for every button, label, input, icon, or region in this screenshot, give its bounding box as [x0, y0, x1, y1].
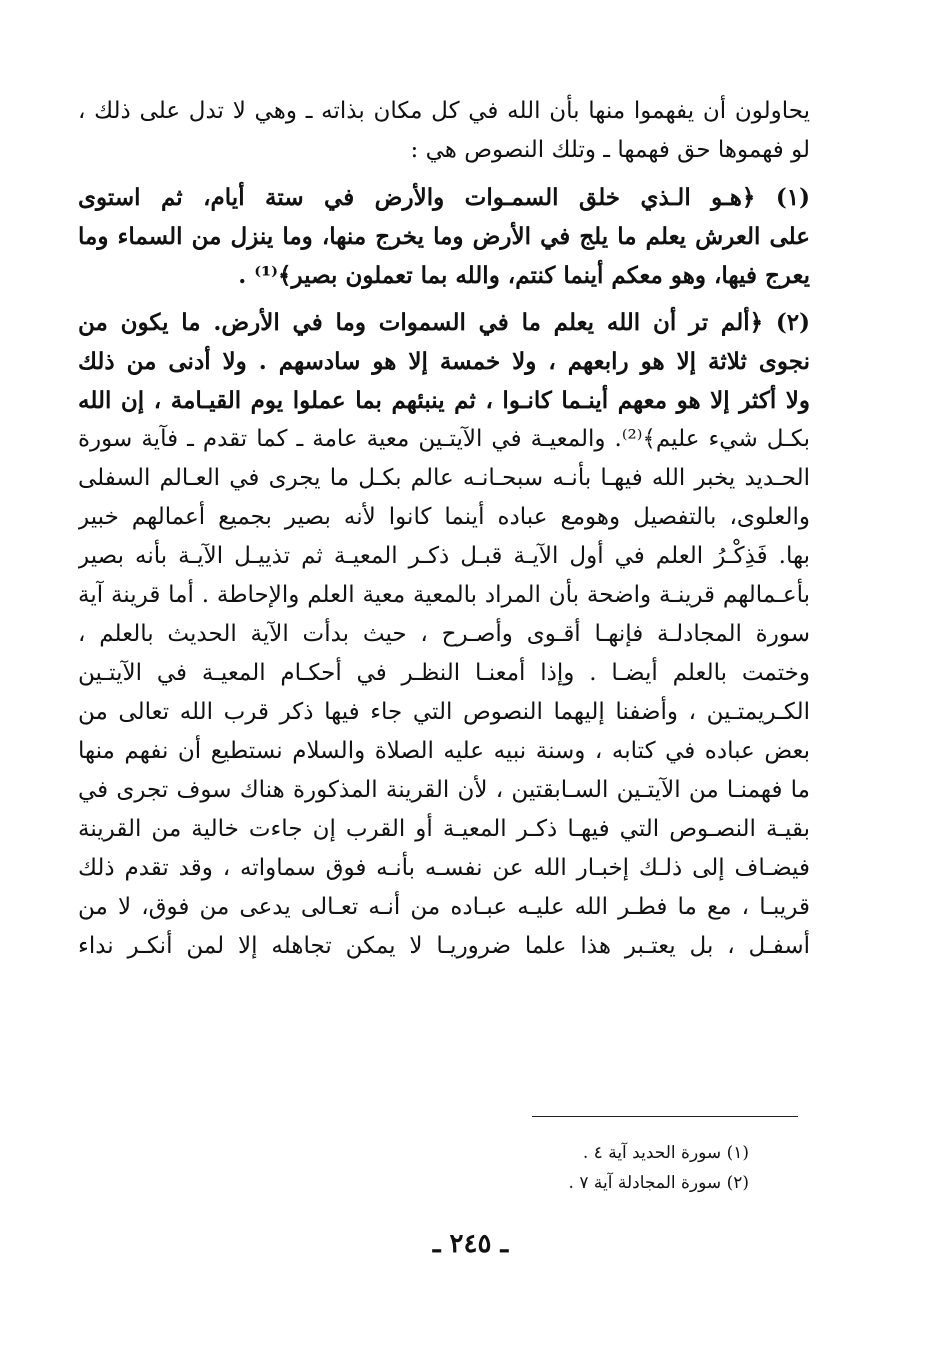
text-line: بأعـمالهم قرينـة واضحة بأن المراد بالمعية معية العلم والإحاطة . أما قرينة آية — [78, 582, 810, 608]
verse-line: (٢) ﴿ألم تر أن الله يعلم ما في السموات وما في الأرض. ما يكون من — [78, 309, 810, 336]
text-line: بعض عباده في كتابه ، وسنة نبيه عليه الصلاة والسلام نستطيع أن نفهم منها — [78, 738, 810, 764]
text-line: الكـريمتـين ، وأضفنا إليهما النصوص التي جاء فيها ذكر قرب الله تعالى من — [78, 699, 810, 725]
footnotes — [389, 1138, 749, 1198]
page-number: ـ ٢٤٥ ـ — [432, 1229, 509, 1259]
verse-line: نجوى ثلاثة إلا هو رابعهم ، ولا خمسة إلا هو سادسهم . ولا أدنى من ذلك — [78, 348, 810, 375]
text-line: والعلوى، بالتفصيل وهومع عباده أينما كانوا لأنه بصير بجميع أعمالهم خبير — [78, 504, 810, 530]
text-line: أسفـل ، بل يعتـبر هذا علما ضروريـا لا يمكن تجاهله إلا لمن أنكـر نداء — [78, 933, 810, 959]
footnote-item: (٢) سورة المجادلة آية ٧ . — [568, 1173, 749, 1193]
text-line: بها. فَذِكْـرُ العلم في أول الآيـة قبـل ذكـر المعيـة ثم تذييـل الآيـة بأنه بصير — [78, 543, 810, 569]
verse-line: (١) ﴿هـو الـذي خلق السمـوات والأرض في ستة أيام، ثم استوى — [78, 184, 810, 211]
text-line: وختمت بالعلم أيضـا . وإذا أمعنـا النظـر في أحكـام المعيـة في الآيتـين — [78, 660, 810, 686]
footnote-divider — [532, 1116, 798, 1117]
text-line: سورة المجادلـة فإنهـا أقـوى وأصـرح ، حيث بدأت الآية الحديث بالعلم ، — [78, 621, 810, 647]
body-text — [78, 92, 810, 966]
text-line: لو فهموها حق فهمها ـ وتلك النصوص هي : — [410, 137, 810, 163]
text-line: الحـديد يخبر الله فيهـا بأنـه سبحـانـه عالم بكـل ما يجرى في العـالم السفلى — [78, 465, 810, 491]
verse-line: على العرش يعلم ما يلج في الأرض وما يخرج منها، وما ينزل من السماء وما — [78, 223, 810, 250]
verse-line: ولا أكثر إلا هو معهم أينـما كانـوا ، ثم ينبئهم بما عملوا يوم القيـامة ، إن الله — [78, 387, 810, 414]
text-line: يحاولون أن يفهموا منها بأن الله في كل مكان بذاته ـ وهي لا تدل على ذلك ، — [78, 98, 810, 124]
text-line: قريبـا ، مع ما فطـر الله عليـه عبـاده من أنـه تعـالى يدعى من فوق، لا من — [78, 894, 810, 920]
text-line: فيضـاف إلى ذلـك إخبـار الله عن نفسـه بأنـه فوق سماواته ، وقد تقدم ذلك — [78, 855, 810, 881]
verse-line: يعرج فيها، وهو معكم أينما كنتم، والله بما تعملون بصير﴾⁽¹⁾ . — [238, 262, 810, 289]
text-line: بكـل شيء عليم﴾⁽²⁾. والمعيـة في الآيتـين معية عامة ـ كما تقدم ـ فآية سورة — [78, 426, 810, 452]
text-line: ما فهمنـا من الآيتـين السـابقتين ، لأن القرينة المذكورة هناك سوف تجرى في — [78, 777, 810, 803]
text-line: بقيـة النصـوص التي فيهـا ذكـر المعيـة أو القرب إن جاءت خالية من القرينة — [78, 816, 810, 842]
footnote-item: (١) سورة الحديد آية ٤ . — [582, 1143, 749, 1163]
